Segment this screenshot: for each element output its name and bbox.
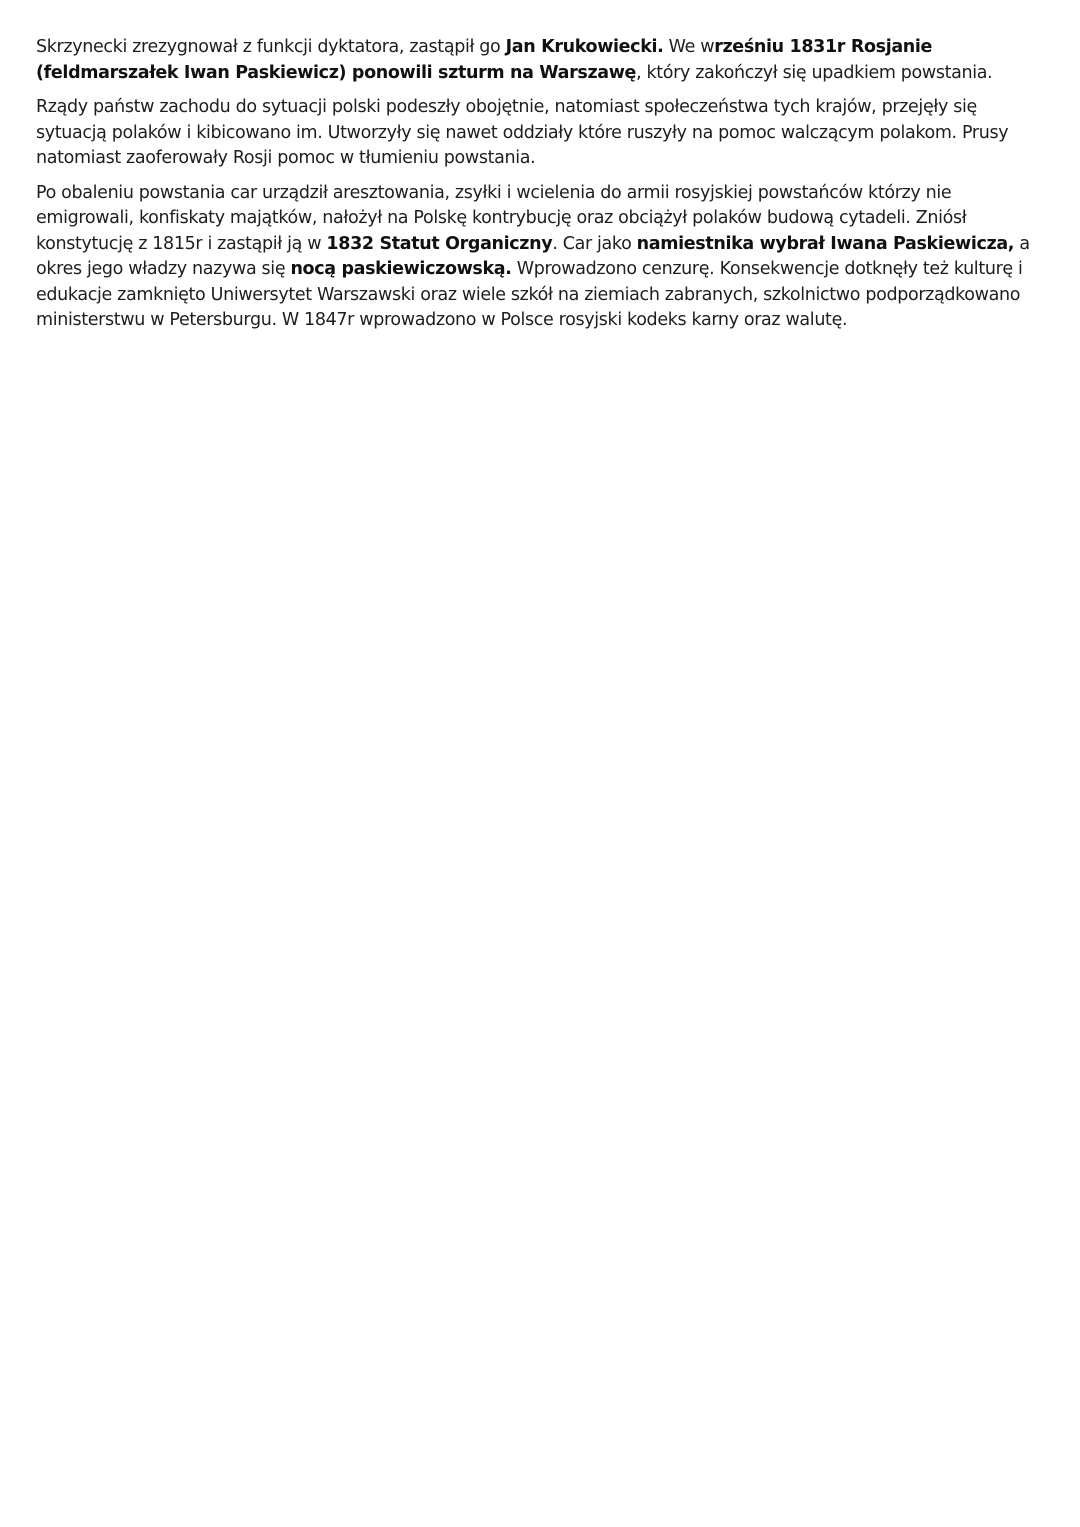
bold-text-segment: rześniu 1831r Rosjanie (feldmarszałek Iwan Paskiewicz) ponowili szturm na Warszawę — [36, 37, 933, 83]
paragraph-western-reaction — [36, 95, 1048, 172]
text-segment: Wprowadzono cenzurę. Konsekwencje dotknęły też kulturę i edukacje zamknięto Uniwersytet Warszawski oraz wiele szkół na ziemiach zabranych, szkolnictwo podporządkowano ministerstwu w Petersburgu. W 1847r wprowadzono w Polsce rosyjski kodeks karny oraz walutę. — [36, 259, 1023, 330]
bold-text-segment: namiestnika wybrał Iwana Paskiewicza, — [636, 233, 1015, 254]
paragraph-krukowiecki — [36, 35, 1048, 86]
text-segment: We w — [663, 37, 715, 57]
text-segment: Rządy państw zachodu do sytuacji polski podeszły obojętnie, natomiast społeczeństwa tych krajów, przejęły się sytuacją polaków i kibicowano im. Utworzyły się nawet oddziały które ruszyły na pomoc walczącym polakom. Prusy natomiast zaoferowały Rosji pomoc w tłumieniu powstania. — [36, 97, 1009, 168]
text-segment: a okres jego władzy nazywa się — [36, 233, 1030, 279]
text-segment: . Car jako — [552, 233, 637, 254]
bold-text-segment: Jan Krukowiecki. — [505, 37, 664, 57]
document-page — [36, 35, 1048, 343]
text-segment: Skrzynecki zrezygnował z funkcji dyktatora, zastąpił go — [36, 37, 506, 57]
bold-text-segment: nocą paskiewiczowską. — [290, 259, 512, 279]
text-segment: Po obaleniu powstania car urządził aresztowania, zsyłki i wcielenia do armii rosyjskiej powstańców którzy nie emigrowali, konfiskaty majątków, nałożył na Polskę kontrybucję oraz obciążył polaków budową cytadeli. Zniósł konstytucję z 1815r i zastąpił ją w — [36, 182, 967, 254]
text-segment: , który zakończył się upadkiem powstania. — [636, 62, 993, 83]
paragraph-consequences — [36, 181, 1048, 334]
bold-text-segment: 1832 Statut Organiczny — [326, 233, 553, 254]
